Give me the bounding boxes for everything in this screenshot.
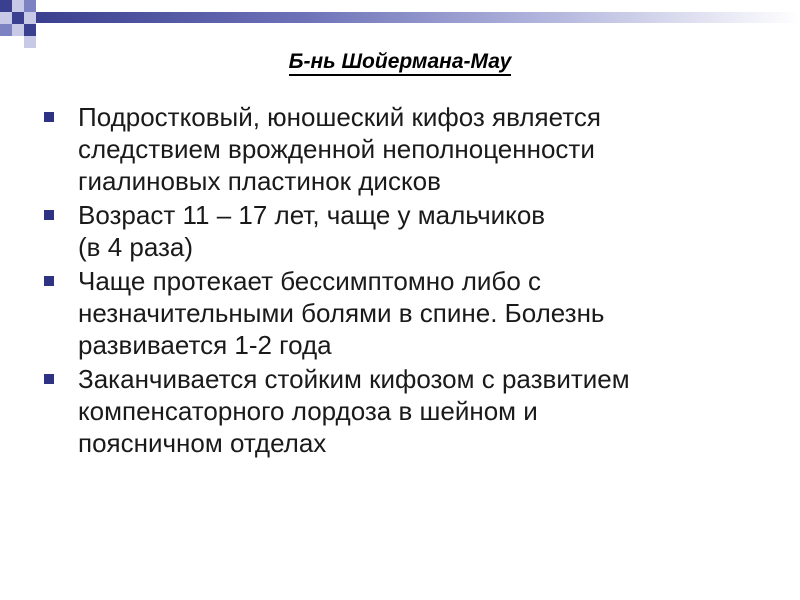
deco-square	[0, 24, 12, 36]
bullet-line: гиалиновых пластинок дисков	[78, 166, 441, 196]
header-gradient-bar	[36, 12, 800, 23]
bullet-line: Заканчивается стойким кифозом с развитием	[78, 364, 630, 394]
bullet-line: Чаще протекает бессимптомно либо с	[78, 266, 542, 296]
bullet-line: развивается 1-2 года	[78, 330, 332, 360]
square-bullet-icon	[44, 210, 54, 220]
deco-square	[24, 0, 36, 12]
deco-square	[24, 24, 36, 36]
deco-square	[12, 12, 24, 24]
deco-square	[24, 12, 36, 24]
square-bullet-icon	[44, 276, 54, 286]
deco-square	[0, 12, 12, 24]
bullet-item	[44, 363, 764, 459]
bullet-line: (в 4 раза)	[78, 232, 194, 262]
bullet-item	[44, 199, 764, 263]
bullet-line: Возраст 11 – 17 лет, чаще у мальчиков	[78, 200, 546, 230]
bullet-line: следствием врожденной неполноценности	[78, 134, 595, 164]
deco-square	[12, 24, 24, 36]
bullet-item	[44, 101, 764, 197]
bullet-line: поясничном отделах	[78, 428, 327, 458]
square-bullet-icon	[44, 374, 54, 384]
bullet-item	[44, 265, 764, 361]
bullet-line: компенсаторного лордоза в шейном и	[78, 396, 538, 426]
bullet-line: незначительными болями в спине. Болезнь	[78, 298, 605, 328]
square-bullet-icon	[44, 112, 54, 122]
bullet-line: Подростковый, юношеский кифоз является	[78, 102, 601, 132]
deco-square	[0, 0, 12, 12]
deco-square	[24, 36, 36, 48]
deco-square	[12, 0, 24, 12]
header-decoration	[0, 0, 800, 50]
slide-title	[0, 50, 800, 74]
bullet-list	[44, 101, 764, 461]
slide-title-text: Б-нь Шойермана-Мау	[289, 50, 512, 76]
